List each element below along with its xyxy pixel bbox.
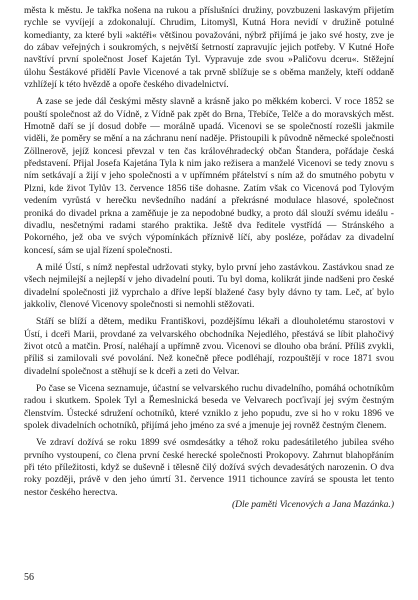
source-attribution: (Dle paměti Vicenových a Jana Mazánka.) (231, 499, 394, 511)
page-number: 56 (24, 572, 34, 583)
paragraph-6-text: Ve zdraví dožívá se roku 1899 své osmdesátky a téhož roku padesátiletého jubilea svého prvního vystoupení, co člena první české herecké společnosti Prokopovy. Zahrnut blahopřáním při této příležitosti, když se duševně i tělesně čilý dožívá svých devadesátých narozenin. O dva roky později, právě v den jeho úmrtí 31. července 1911 tichounce zavírá se spousta let tento nestor českého herectva. (24, 437, 394, 498)
paragraph-3: A milé Ústí, s nímž nepřestal udržovati styky, bylo první jeho zastávkou. Zastávkou snad ze všech nejmilejší a nejlepší v jeho divadelní pouti. Tu byl doma, kolikrát jinde nadšeni pro české divadelní společnosti již vyprchalo a dříve lepší blažené časy byly dávno ty tam. Leč, ať bylo jakkoliv, členové Vicenovy společnosti si nemohli stěžovati. (24, 261, 394, 310)
paragraph-2: A zase se jede dál českými městy slavně a krásně jako po měkkém koberci. V roce 1852 se pouští společnost až do Vídně, z Vídně pak zpět do Brna, Třebíče, Telče a do moravských měst. Hmotně daří se jí dosud dobře — morálně upadá. Vicenovi se se společností rozešli jakmile viděli, že poměry se mění a na záchranu není naděje. Přistoupili k původně německé společnosti Zöllnerově, jejíž koncesi převzal v ten čas královéhradecký občan Štandera, pořádaje česká představení. Přijal Josefa Kajetána Tyla k nim jako režisera a manželé Vicenovi se tedy znovu s ním setkávají a žijí v jeho společnosti a v upřímném přátelství s ním až do smutného pobytu v Plzni, kde život Tylův 13. července 1856 tiše dohasne. Zatím však co Vicenová pod Tylovým vedením vyrůstá v herečku nevšedního nadání a překrásné modulace hlasové, společnost proniká do divadel prkna a zaměňuje je za nepodobné budky, a proto dál slouží svému ideálu - divadlu, nesčetnými radami starého praktika. Ještě dva ředitele vystřídá — Stránského a Pokorného, jež oba ve svých výpomínkách příznivě líčí, aby posléze, pořádav za divadelní koncesí, sám se ujal řízení společnosti. (24, 96, 394, 256)
paragraph-1: města k městu. Je takřka nošena na rukou a příslušníci družiny, povzbuzeni laskavým přijetím rychle se vyvíjejí a zdokonalují. Chrudim, Litomyšl, Kutná Hora nevidí v družině potulné komedianty, za které byli »aktéři« většinou považováni, nýbrž přijímá je jako své hosty, zve je do zábav veřejných i soukromých, s největší šetrností zapravujíc jejich potřeby. V Kutné Hoře navštíví první společnost Josef Kajetán Tyl. Vypravuje zde svou »Paličovu dceru«. Stěžejní úlohu Šestákové přidělí Pavle Vicenové a tak prvně sblížuje se s oběma manžely, kteří oddaně vzhlížejí k této hvězdě a opoře českého divadelnictví. (24, 5, 394, 91)
body-text (24, 5, 394, 511)
paragraph-5: Po čase se Vicena seznamuje, účastní se velvarského ruchu divadelního, pomáhá ochotníkům radou i skutkem. Spolek Tyl a Řemeslnická beseda ve Velvarech pocťivají jej svým čestným členstvím. Ústecké sdružení ochotníků, které vzniklo z jeho popudu, zve si ho v roku 1896 ve spolek divadelních ochotníků, přijímá jeho jméno za své a jmenuje jej rovněž čestným členem. (24, 382, 394, 431)
paragraph-4: Stáří se blíží a dětem, mediku Františkovi, pozdějšímu lékaři a dlouholetému starostovi v Ústí, i dceři Marii, provdané za velvarského obchodníka Nejedlého, přestává se líbit plahočivý život otců a matčin. Prosí, naléhají a upřímně zvou. Vicenovi se dlouho oba brání. Příliš zvykli, příliš si zamilovali své povolání. Než konečně přece podléhají, rozpouštějí v roce 1871 svou divadelní společnost a stěhují se k dceři a zeti do Velvar. (24, 316, 394, 377)
paragraph-6 (24, 437, 394, 511)
